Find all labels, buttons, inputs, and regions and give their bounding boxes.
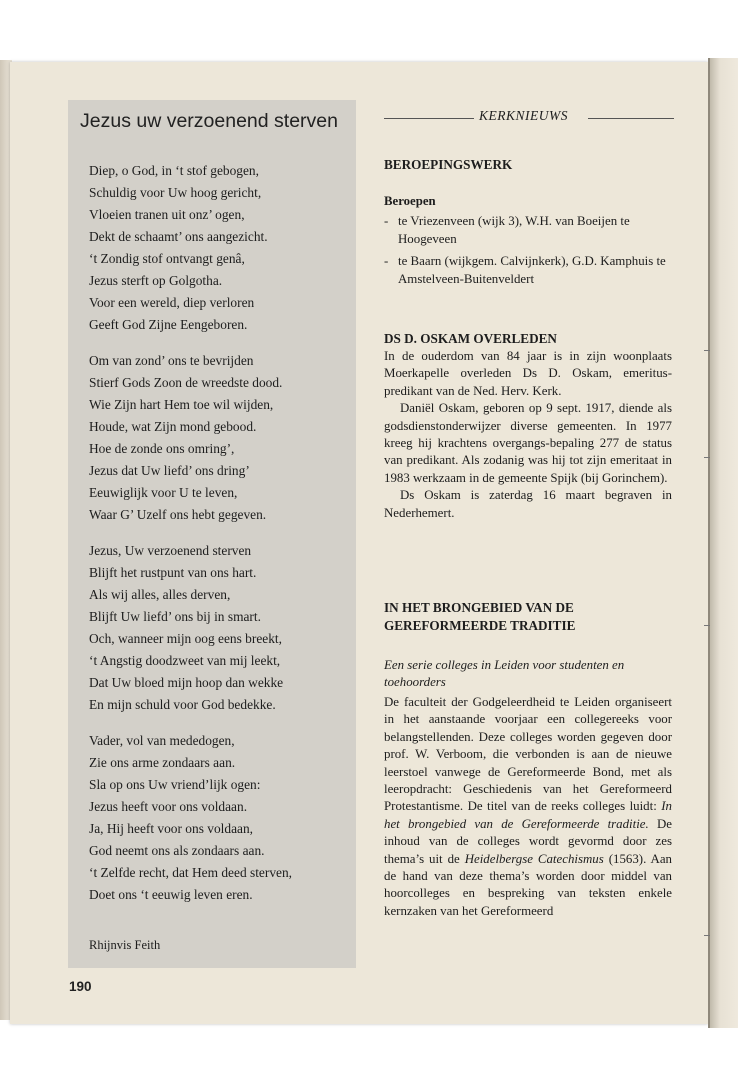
poem-line: Och, wanneer mijn oog eens breekt, bbox=[89, 631, 282, 646]
poem-line: Jezus dat Uw liefd’ ons dring’ bbox=[89, 463, 250, 478]
poem-body bbox=[89, 160, 351, 906]
subheading-beroepen: Beroepen bbox=[384, 194, 436, 208]
poem-line: ‘t Zelfde recht, dat Hem deed sterven, bbox=[89, 865, 292, 880]
heading-brongebied-2: GEREFORMEERDE TRADITIE bbox=[384, 618, 576, 633]
text-run: De faculteit der Godgeleerdheid te Leiden organiseert in het aanstaande voorjaar een collegereeks voor belangstellenden. Deze colleges worden gegeven door prof. W. Verboom, die verbonden is aan de nieuwe leerstoel vanwege de Gereformeerde Bond, met als leeropdracht: Geschiedenis van het Gereformeerd Protestantisme. De titel van de reeks colleges luidt: bbox=[384, 695, 672, 814]
poem-title: Jezus uw verzoenend sterven bbox=[80, 110, 338, 132]
poem-line: Vloeien tranen uit onz’ ogen, bbox=[89, 207, 245, 222]
poem-line: Ja, Hij heeft voor ons voldaan, bbox=[89, 821, 253, 836]
series-title: In het brongebied van de Gereformeerde traditie. bbox=[384, 799, 672, 831]
poem-line: Als wij alles, alles derven, bbox=[89, 587, 231, 602]
poem-line: Blijft het rustpunt van ons hart. bbox=[89, 565, 257, 580]
article-subtitle: Een serie colleges in Leiden voor studenten en toehoorders bbox=[384, 658, 625, 690]
poem-line: Om van zond’ ons te bevrijden bbox=[89, 353, 254, 368]
poem-line: Voor een wereld, diep verloren bbox=[89, 295, 255, 310]
stanza-2 bbox=[89, 350, 351, 526]
poem-line: En mijn schuld voor God bedekke. bbox=[89, 697, 276, 712]
poem-line: Blijft Uw liefd’ ons bij in smart. bbox=[89, 609, 261, 624]
list-dash: - bbox=[384, 254, 389, 268]
poem-line: Stierf Gods Zoon de wreedste dood. bbox=[89, 375, 283, 390]
next-page-edge bbox=[708, 58, 738, 1028]
list-item bbox=[384, 213, 674, 248]
header-rule-left bbox=[384, 118, 474, 119]
heading-beroepingswerk: BEROEPINGSWERK bbox=[384, 157, 513, 172]
list-dash: - bbox=[384, 214, 389, 228]
article-oskam bbox=[384, 348, 672, 522]
article-brongebied bbox=[384, 694, 672, 920]
section-header bbox=[384, 105, 674, 127]
poem-line: Vader, vol van mededogen, bbox=[89, 733, 235, 748]
list-item-text: te Vriezenveen (wijk 3), W.H. van Boeijen te Hoogeveen bbox=[398, 214, 630, 246]
poem-line: Zie ons arme zondaars aan. bbox=[89, 755, 236, 770]
poem-line: Houde, wat Zijn mond gebood. bbox=[89, 419, 257, 434]
poem-line: Eeuwiglijk voor U te leven, bbox=[89, 485, 238, 500]
text-run: (1563). Aan de hand van deze thema’s worden door middel van hoorcolleges en bespreking van teksten enkele kernzaken van het Gereformeerd bbox=[384, 851, 672, 918]
list-item-text: te Baarn (wijkgem. Calvijnkerk), G.D. Kamphuis te Amstelveen-Buitenveldert bbox=[398, 254, 666, 286]
margin-tick bbox=[704, 935, 710, 936]
poem-line: Schuldig voor Uw hoog gericht, bbox=[89, 185, 262, 200]
poem-line: God neemt ons als zondaars aan. bbox=[89, 843, 265, 858]
poem-line: ‘t Angstig doodzweet van mij leekt, bbox=[89, 653, 281, 668]
poem-line: Sla op ons Uw vriend’lijk ogen: bbox=[89, 777, 261, 792]
paragraph: In de ouderdom van 84 jaar is in zijn woonplaats Moerkapelle overleden Ds D. Oskam, emeritus-predikant van de Ned. Herv. Kerk. bbox=[384, 349, 672, 398]
poem-line: Doet ons ‘t eeuwig leven eren. bbox=[89, 887, 253, 902]
poem-line: Dat Uw bloed mijn hoop dan wekke bbox=[89, 675, 284, 690]
poem-line: Hoe de zonde ons omring’, bbox=[89, 441, 235, 456]
section-title: KERKNIEUWS bbox=[479, 108, 568, 123]
poem-author: Rhijnvis Feith bbox=[89, 938, 161, 952]
gutter-line bbox=[708, 58, 710, 1028]
stanza-1 bbox=[89, 160, 351, 336]
paragraph bbox=[384, 694, 672, 920]
poem-line: Jezus heeft voor ons voldaan. bbox=[89, 799, 248, 814]
poem-line: Waar G’ Uzelf ons hebt gegeven. bbox=[89, 507, 267, 522]
margin-tick bbox=[704, 457, 710, 458]
poem-line: Diep, o God, in ‘t stof gebogen, bbox=[89, 163, 259, 178]
poem-line: Dekt de schaamt’ ons aangezicht. bbox=[89, 229, 268, 244]
heading-oskam: DS D. OSKAM OVERLEDEN bbox=[384, 331, 557, 346]
margin-tick bbox=[704, 625, 710, 626]
stanza-3 bbox=[89, 540, 351, 716]
list-item bbox=[384, 253, 674, 288]
paragraph: Ds Oskam is zaterdag 16 maart begraven in Nederhemert. bbox=[384, 488, 672, 520]
catechism-title: Heidelbergse Catechismus bbox=[464, 851, 604, 866]
poem-line: ‘t Zondig stof ontvangt genâ, bbox=[89, 251, 245, 266]
header-rule-right bbox=[588, 118, 674, 119]
heading-brongebied-1: IN HET BRONGEBIED VAN DE bbox=[384, 600, 574, 615]
stanza-4 bbox=[89, 730, 351, 906]
poem-line: Jezus sterft op Golgotha. bbox=[89, 273, 223, 288]
poem-line: Wie Zijn hart Hem toe wil wijden, bbox=[89, 397, 274, 412]
paragraph: Daniël Oskam, geboren op 9 sept. 1917, diende als godsdienstonderwijzer diverse gemeenten. In 1977 kreeg hij krachtens overgangs-bepaling 277 de status van predikant. Als zodanig was hij tot zijn emeritaat in 1983 werkzaam in de gemeente Spijk (bij Gorinchem). bbox=[384, 401, 672, 485]
poem-line: Geeft God Zijne Eengeboren. bbox=[89, 317, 248, 332]
margin-tick bbox=[704, 350, 710, 351]
page-number: 190 bbox=[69, 979, 92, 994]
text-run: De inhoud van de colleges wordt gevormd door zes thema’s uit de bbox=[384, 816, 673, 866]
poem-line: Jezus, Uw verzoenend sterven bbox=[89, 543, 252, 558]
